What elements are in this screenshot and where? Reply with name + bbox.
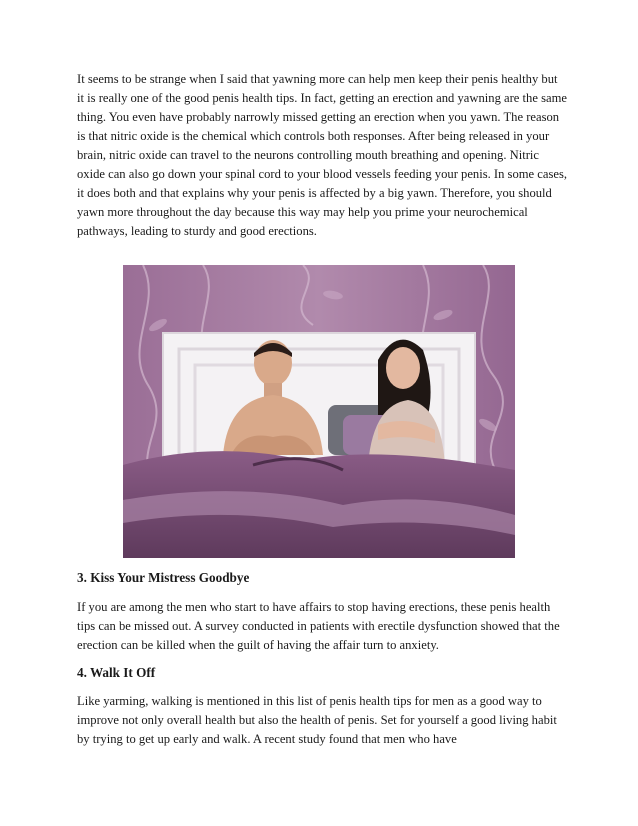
bedroom-illustration xyxy=(123,265,515,558)
bedroom-photo xyxy=(123,265,515,558)
section-4-heading: 4. Walk It Off xyxy=(77,665,156,680)
section-3-heading: 3. Kiss Your Mistress Goodbye xyxy=(77,570,250,585)
paragraph-yawning: It seems to be strange when I said that yawning more can help men keep their penis healthy but it is really one of the good penis health tips. In fact, getting an erection and yawning are the same thing. You even have probably narrowly missed getting an erection when you yawn. The reason is that nitric oxide is the chemical which controls both responses. After being released in your brain, nitric oxide can travel to the neurons controlling mouth breathing and opening. Nitric oxide can also go down your spinal cord to your blood vessels feeding your penis. In some cases, it does both and that explains why your penis is affected by a big yawn. Therefore, you should yawn more throughout the day because this way may help you prime your neurochemical pathways, leading to sturdy and good erections. xyxy=(77,72,568,238)
section-3-body: If you are among the men who start to have affairs to stop having erections, these penis health tips can be missed out. A survey conducted in patients with erectile dysfunction showed that the erection can be killed when the guilt of having the affair turn to anxiety. xyxy=(77,600,560,652)
section-4-body: Like yarming, walking is mentioned in this list of penis health tips for men as a good way to improve not only overall health but also the health of penis. Set for yourself a good living habit by trying to get up early and walk. A recent study found that men who have xyxy=(77,694,557,746)
